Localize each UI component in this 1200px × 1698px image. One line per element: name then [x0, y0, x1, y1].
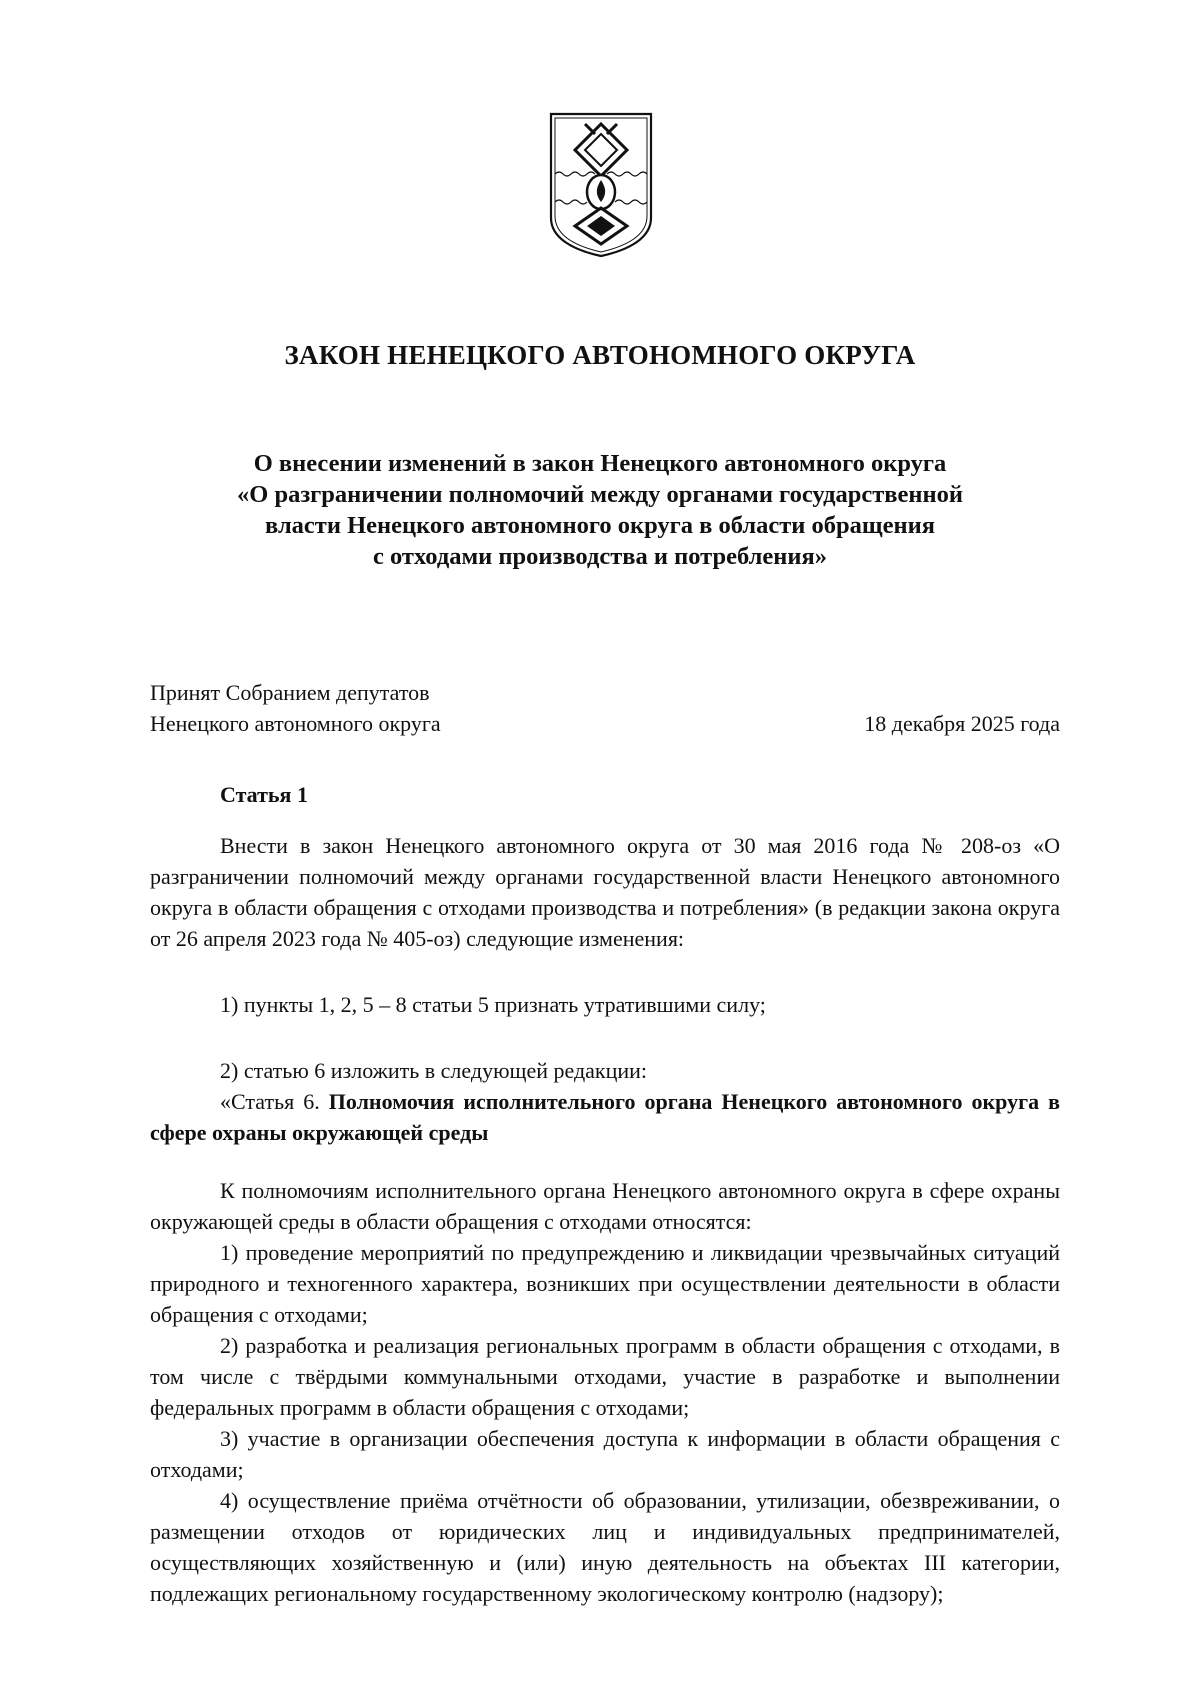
- article-intro-paragraph: Внести в закон Ненецкого автономного округа от 30 мая 2016 года № 208-оз «О разграничении полномочий между органами государственной власти Ненецкого автономного округа в области обращения с отходами производства и потребления» (в редакции закона округа от 26 апреля 2023 года № 405-оз) следующие изменения:: [150, 833, 1060, 951]
- adopted-by-line: Принят Собранием депутатов: [150, 680, 430, 705]
- powers-intro-paragraph: К полномочиям исполнительного органа Ненецкого автономного округа в сфере охраны окружающей среды в области обращения с отходами относятся:: [150, 1178, 1060, 1234]
- article-heading: Статья 1: [220, 782, 308, 807]
- power-item: 4) осуществление приёма отчётности об образовании, утилизации, обезвреживании, о размещении отходов от юридических лиц и индивидуальных предпринимателей, осуществляющих хозяйственную и (или) иную деятельность на объектах III категории, подлежащих региональному государственному экологическому контролю (надзору);: [150, 1488, 1060, 1606]
- adoption-date: 18 декабря 2025 года: [864, 711, 1060, 736]
- power-item: 3) участие в организации обеспечения доступа к информации в области обращения с отходами;: [150, 1426, 1060, 1482]
- subtitle-line: О внесении изменений в закон Ненецкого автономного округа: [253, 450, 947, 477]
- subtitle-line: с отходами производства и потребления»: [373, 543, 827, 570]
- article-body: [150, 830, 1060, 1609]
- power-item: 1) проведение мероприятий по предупреждению и ликвидации чрезвычайных ситуаций природного и техногенного характера, возникших при осуществлении деятельности в области обращения с отходами;: [150, 1240, 1060, 1327]
- power-item: 2) разработка и реализация региональных программ в области обращения с отходами, в том числе с твёрдыми коммунальными отходами, участие в разработке и выполнении федеральных программ в области обращения с отходами;: [150, 1333, 1060, 1420]
- new-article-title: Полномочия исполнительного органа Ненецкого автономного округа в сфере охраны окружающей среды: [150, 1089, 1060, 1145]
- law-title: ЗАКОН НЕНЕЦКОГО АВТОНОМНОГО ОКРУГА: [284, 340, 916, 370]
- new-article-heading: [150, 1086, 1060, 1148]
- law-subtitle: [150, 448, 1050, 572]
- amendment-item: 1) пункты 1, 2, 5 – 8 статьи 5 признать утратившими силу;: [220, 992, 766, 1017]
- adoption-block: [150, 677, 1060, 739]
- amendment-item: 2) статью 6 изложить в следующей редакции:: [220, 1058, 648, 1083]
- subtitle-line: власти Ненецкого автономного округа в области обращения: [265, 512, 935, 539]
- nao-coat-of-arms-icon: [545, 110, 657, 260]
- new-article-prefix: «Статья 6.: [220, 1089, 329, 1114]
- adopted-by-line: Ненецкого автономного округа: [150, 711, 441, 736]
- subtitle-line: «О разграничении полномочий между органами государственной: [237, 481, 963, 508]
